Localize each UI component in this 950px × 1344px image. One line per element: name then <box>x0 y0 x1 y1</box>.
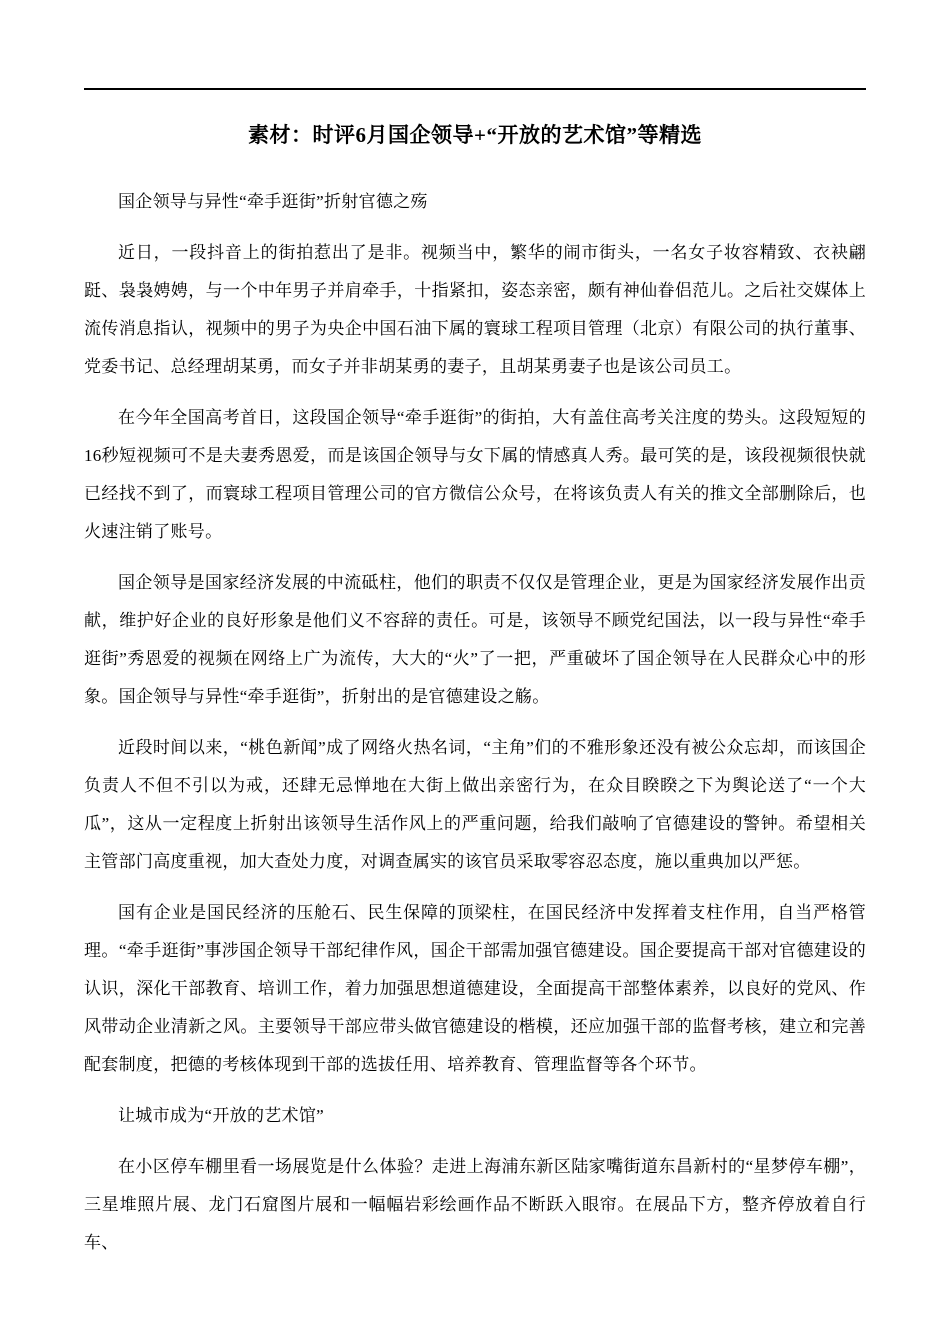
paragraph-5: 国有企业是国民经济的压舱石、民生保障的顶梁柱，在国民经济中发挥着支柱作用，自当严格管理。“牵手逛街”事涉国企领导干部纪律作风，国企干部需加强官德建设。国企要提高干部对官德建设的认识，深化干部教育、培训工作，着力加强思想道德建设，全面提高干部整体素养，以良好的党风、作风带动企业清新之风。主要领导干部应带头做官德建设的楷模，还应加强干部的监督考核，建立和完善配套制度，把德的考核体现到干部的选拔任用、培养教育、管理监督等各个环节。 <box>84 903 866 1074</box>
paragraph-2: 在今年全国高考首日，这段国企领导“牵手逛街”的街拍，大有盖住高考关注度的势头。这段短短的16秒短视频可不是夫妻秀恩爱，而是该国企领导与女下属的情感真人秀。最可笑的是，该段视频很快就已经找不到了，而寰球工程项目管理公司的官方微信公众号，在将该负责人有关的推文全部删除后，也火速注销了账号。 <box>84 408 866 541</box>
paragraph-4: 近段时间以来，“桃色新闻”成了网络火热名词，“主角”们的不雅形象还没有被公众忘却，而该国企负责人不但不引以为戒，还肆无忌惮地在大街上做出亲密行为，在众目睽睽之下为舆论送了“一个大瓜”，这从一定程度上折射出该领导生活作风上的严重问题，给我们敲响了官德建设的警钟。希望相关主管部门高度重视，加大查处力度，对调查属实的该官员采取零容忍态度，施以重典加以严惩。 <box>84 738 866 871</box>
page-title: 素材：时评6月国企领导+“开放的艺术馆”等精选 <box>248 123 702 147</box>
paragraph-6: 在小区停车棚里看一场展览是什么体验？走进上海浦东新区陆家嘴街道东昌新村的“星梦停车棚”，三星堆照片展、龙门石窟图片展和一幅幅岩彩绘画作品不断跃入眼帘。在展品下方，整齐停放着自行车、 <box>84 1157 866 1252</box>
section-heading-officials: 国企领导与异性“牵手逛街”折射官德之殇 <box>118 192 428 211</box>
section-heading-art-gallery: 让城市成为“开放的艺术馆” <box>118 1106 324 1125</box>
paragraph-1: 近日，一段抖音上的街拍惹出了是非。视频当中，繁华的闹市街头，一名女子妆容精致、衣袂翩跹、袅袅娉娉，与一个中年男子并肩牵手，十指紧扣，姿态亲密，颇有神仙眷侣范儿。之后社交媒体上流传消息指认，视频中的男子为央企中国石油下属的寰球工程项目管理（北京）有限公司的执行董事、党委书记、总经理胡某勇，而女子并非胡某勇的妻子，且胡某勇妻子也是该公司员工。 <box>84 243 866 376</box>
document-content <box>84 0 866 1262</box>
header-rule <box>84 88 866 90</box>
paragraph-3: 国企领导是国家经济发展的中流砥柱，他们的职责不仅仅是管理企业，更是为国家经济发展作出贡献，维护好企业的良好形象是他们义不容辞的责任。可是，该领导不顾党纪国法，以一段与异性“牵手逛街”秀恩爱的视频在网络上广为流传，大大的“火”了一把，严重破坏了国企领导在人民群众心中的形象。国企领导与异性“牵手逛街”，折射出的是官德建设之觞。 <box>84 573 866 706</box>
